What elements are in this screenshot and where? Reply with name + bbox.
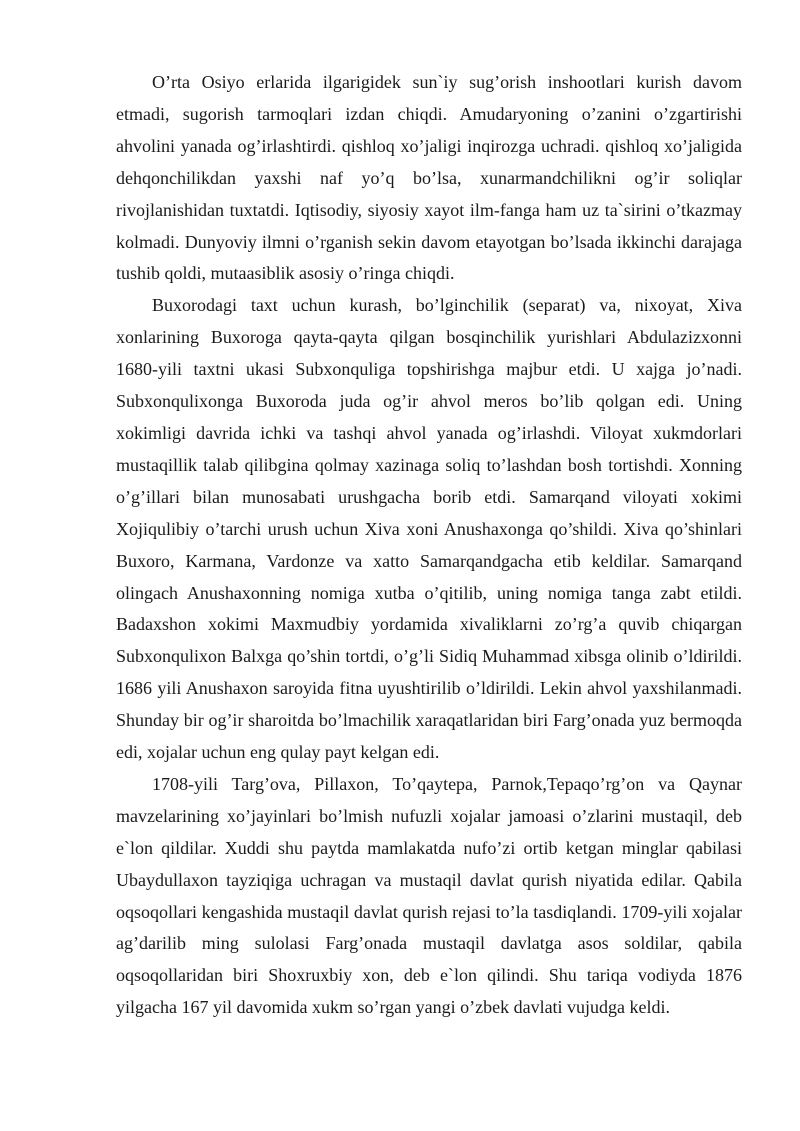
document-body xyxy=(116,67,742,1024)
paragraph-3: 1708-yili Targ’ova, Pillaxon, To’qaytepa, Parnok,Tepaqo’rg’on va Qaynar mavzelarining xo’jayinlari bo’lmish nufuzli xojalar jamoasi o’zlarini mustaqil, deb e`lon qildilar. Xuddi shu paytda mamlakatda nufo’zi ortib ketgan minglar qabilasi Ubaydullaxon tayziqiga uchragan va mustaqil davlat qurish niyatida edilar. Qabila oqsoqollari kengashida mustaqil davlat qurish rejasi to’la tasdiqlandi. 1709-yili xojalar ag’darilib ming sulolasi Farg’onada mustaqil davlatga asos soldilar, qabila oqsoqollaridan biri Shoxruxbiy xon, deb e`lon qilindi. Shu tariqa vodiyda 1876 yilgacha 167 yil davomida xukm so’rgan yangi o’zbek davlati vujudga keldi. xyxy=(116,773,742,1018)
paragraph-1: O’rta Osiyo erlarida ilgarigidek sun`iy sug’orish inshootlari kurish davom etmadi, sugorish tarmoqlari izdan chiqdi. Amudaryoning o’zanini o’zgartirishi ahvolini yanada og’irlashtirdi. qishloq xo’jaligi inqirozga uchradi. qishloq xo’jaligida dehqonchilikdan yaxshi naf yo’q bo’lsa, xunarmandchilikni og’ir soliqlar rivojlanishidan tuxtatdi. Iqtisodiy, siyosiy xayot ilm-fanga ham uz ta`sirini o’tkazmay kolmadi. Dunyoviy ilmni o’rganish sekin davom etayotgan bo’lsada ikkinchi darajaga tushib qoldi, mutaasiblik asosiy o’ringa chiqdi. xyxy=(116,72,742,284)
paragraph-2: Buxorodagi taxt uchun kurash, bo’lginchilik (separat) va, nixoyat, Xiva xonlarining Buxoroga qayta-qayta qilgan bosqinchilik yurishlari Abdulazizxonni 1680-yili taxtni ukasi Subxonquliga topshirishga majbur etdi. U xajga jo’nadi. Subxonqulixonga Buxoroda juda og’ir ahvol meros bo’lib qolgan edi. Uning xokimligi davrida ichki va tashqi ahvol yanada og’irlashdi. Viloyat xukmdorlari mustaqillik talab qilibgina qolmay xazinaga soliq to’lashdan bosh tortishdi. Xonning o’g’illari bilan munosabati urushgacha borib etdi. Samarqand viloyati xokimi Xojiqulibiy o’tarchi urush uchun Xiva xoni Anushaxonga qo’shildi. Xiva qo’shinlari Buxoro, Karmana, Vardonze va xatto Samarqandgacha etib keldilar. Samarqand olingach Anushaxonning nomiga xutba o’qitilib, uning nomiga tanga zabt etildi. Badaxshon xokimi Maxmudbiy yordamida xivaliklarni zo’rg’a quvib chiqargan Subxonqulixon Balxga qo’shin tortdi, o’g’li Sidiq Muhammad xibsga olinib o’ldirildi. 1686 yili Anushaxon saroyida fitna uyushtirilib o’ldirildi. Lekin ahvol yaxshilanmadi. Shunday bir og’ir sharoitda bo’lmachilik xaraqatlaridan biri Farg’onada yuz bermoqda edi, xojalar uchun eng qulay payt kelgan edi. xyxy=(116,295,742,763)
